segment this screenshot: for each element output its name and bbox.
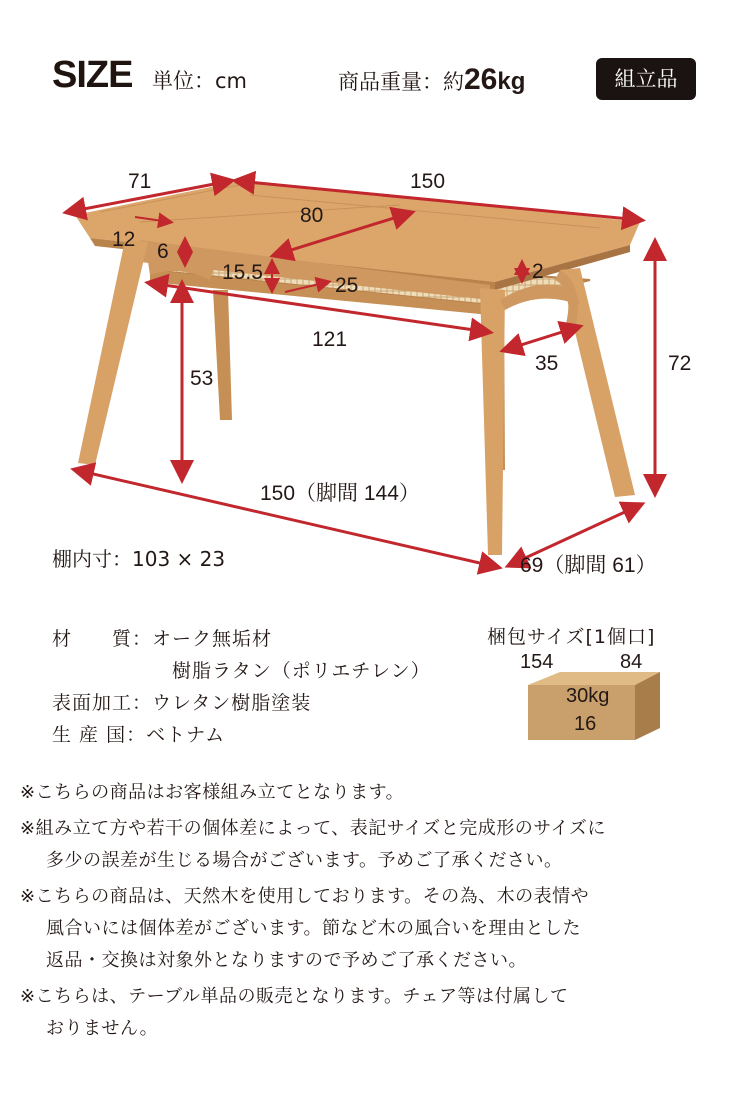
- material-row: [52, 624, 272, 651]
- dim-53: 53: [190, 367, 214, 390]
- finish-row: [52, 688, 311, 715]
- package-height: 16: [574, 713, 597, 735]
- size-title: SIZE: [52, 54, 133, 96]
- weight-value: 26: [464, 63, 498, 96]
- package-box: [500, 650, 690, 750]
- weight-unit: kg: [497, 68, 526, 95]
- shelf-inner-size: 棚内寸：103 × 23: [52, 547, 226, 571]
- dim-6: 6: [157, 240, 169, 263]
- material-value-1: オーク無垢材: [152, 628, 273, 650]
- finish-value: ウレタン樹脂塗装: [152, 692, 312, 714]
- assembly-badge: 組立品: [596, 58, 696, 100]
- unit-label: 単位：cm: [152, 69, 248, 93]
- note-4b: おりません。: [46, 1018, 159, 1039]
- dim-69-legs: 69（脚間 61）: [520, 554, 657, 577]
- dim-72: 72: [668, 352, 692, 375]
- material-label: 材 質：: [52, 628, 153, 650]
- dim-2: 2: [532, 260, 544, 283]
- package-weight: 30kg: [566, 685, 610, 707]
- note-2b: 多少の誤差が生じる場合がございます。予めご了承ください。: [46, 850, 563, 871]
- weight-label: 商品重量：約: [338, 70, 464, 94]
- dim-25: 25: [335, 274, 359, 297]
- origin-value: ベトナム: [146, 724, 226, 746]
- dim-12: 12: [112, 228, 136, 251]
- dim-150-legs: 150（脚間 144）: [260, 482, 420, 505]
- dim-15-5: 15.5: [222, 261, 263, 284]
- front-left-leg: [78, 240, 148, 465]
- dim-121: 121: [312, 328, 348, 351]
- note-3: ※こちらの商品は、天然木を使用しております。その為、木の表情や: [20, 886, 590, 907]
- origin-row: [52, 720, 225, 747]
- note-4: ※こちらは、テーブル単品の販売となります。チェア等は付属して: [20, 986, 569, 1007]
- back-left-leg: [213, 290, 232, 420]
- origin-label: 生 産 国：: [52, 724, 147, 746]
- dim-80: 80: [300, 204, 324, 227]
- dim-150-top: 150: [410, 170, 446, 193]
- package-length: 154: [520, 651, 554, 673]
- note-2: ※組み立て方や若干の個体差によって、表記サイズと完成形のサイズに: [20, 818, 606, 839]
- dim-35: 35: [535, 352, 559, 375]
- package-width: 84: [620, 651, 643, 673]
- package-title: 梱包サイズ[1個口]: [487, 626, 656, 648]
- finish-label: 表面加工：: [52, 692, 153, 714]
- front-center-leg: [480, 288, 505, 555]
- note-3b: 風合いには個体差がございます。節など木の風合いを理由とした: [46, 918, 582, 939]
- dim-71: 71: [128, 170, 152, 193]
- note-3c: 返品・交換は対象外となりますので予めご了承ください。: [46, 950, 527, 971]
- material-value-2: 樹脂ラタン（ポリエチレン）: [172, 660, 431, 682]
- note-1: ※こちらの商品はお客様組み立てとなります。: [20, 782, 405, 803]
